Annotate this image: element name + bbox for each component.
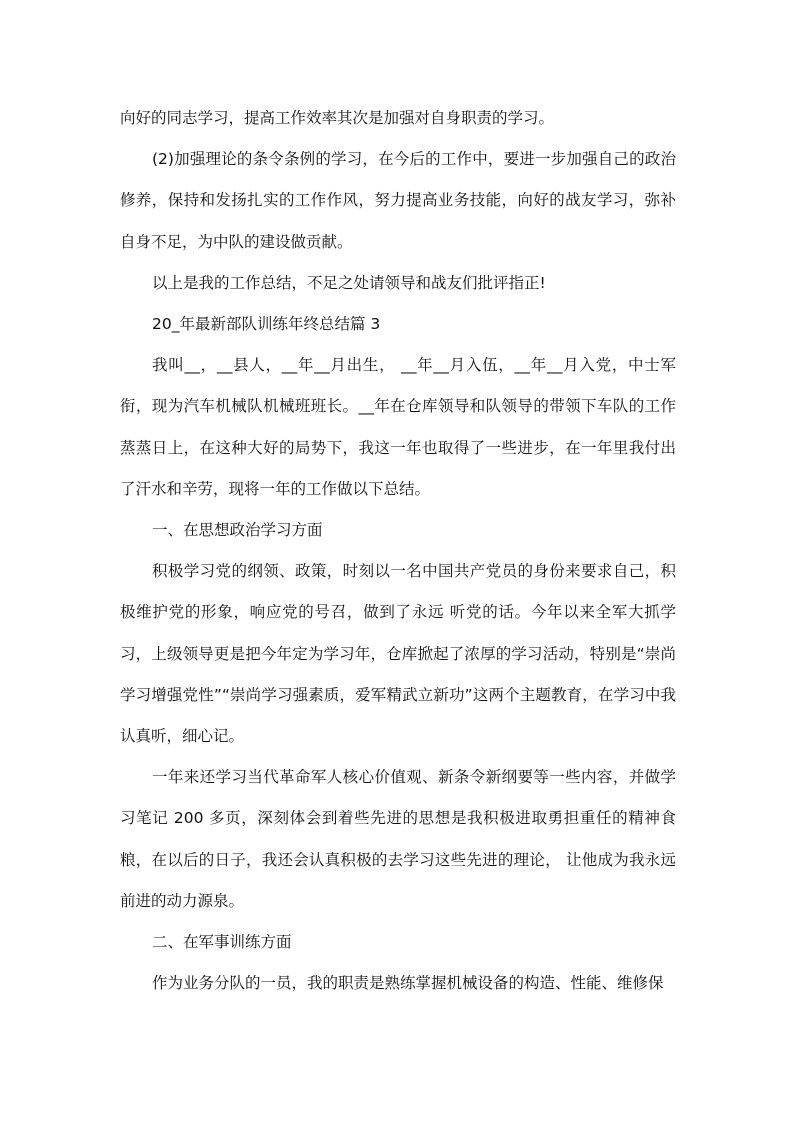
- paragraph-continuation: 向好的同志学习，提高工作效率其次是加强对自身职责的学习。: [120, 109, 555, 127]
- heading-political-study: 一、在思想政治学习方面: [152, 521, 323, 540]
- paragraph-military-training: 作为业务分队的一员，我的职责是熟练掌握机械设备的构造、性能、维修保: [152, 974, 664, 993]
- paragraph-closing-remark: 以上是我的工作总结，不足之处请领导和战友们批评指正!: [152, 273, 546, 292]
- paragraph-political-study: 积极学习党的纲领、政策，时刻以一名中国共产党员的身份来要求自己，积极维护党的形象，响应党的号召，做到了永远 听党的话。今年以来全军大抓学习，上级领导更是把今年定为学习年，仓库掀起了浓厚的学习活动，特别是“崇尚学习增强党性”“崇尚学习强素质，爱军精武立新功”这两个主题教育，在学习中我认真听，细心记。: [120, 562, 676, 746]
- paragraph-introduction: 我叫__，__县人，__年__月出生， __年__月入伍，__年__月入党，中士军衔，现为汽车机械队机械班班长。__年在仓库领导和队领导的带领下车队的工作蒸蒸日上，在这种大好的局势下，我这一年也取得了一些进步，在一年里我付出了汗水和辛劳，现将一年的工作做以下总结。: [120, 356, 676, 498]
- section-title: 20_年最新部队训练年终总结篇 3: [152, 315, 381, 334]
- heading-military-training: 二、在军事训练方面: [152, 933, 292, 952]
- paragraph-theory-study: (2)加强理论的条令条例的学习，在今后的工作中，要进一步加强自己的政治修养，保持和发扬扎实的工作作风，努力提高业务技能，向好的战友学习，弥补自身不足，为中队的建设做贡献。: [120, 150, 676, 251]
- document-body: [120, 98, 676, 1004]
- paragraph-study-notes: 一年来还学习当代革命军人核心价值观、新条令新纲要等一些内容，并做学习笔记 200 多页，深刻体会到着些先进的思想是我积极进取勇担重任的精神食粮，在以后的日子，我还会认真积极的去学习这些先进的理论， 让他成为我永远前进的动力源泉。: [120, 768, 676, 910]
